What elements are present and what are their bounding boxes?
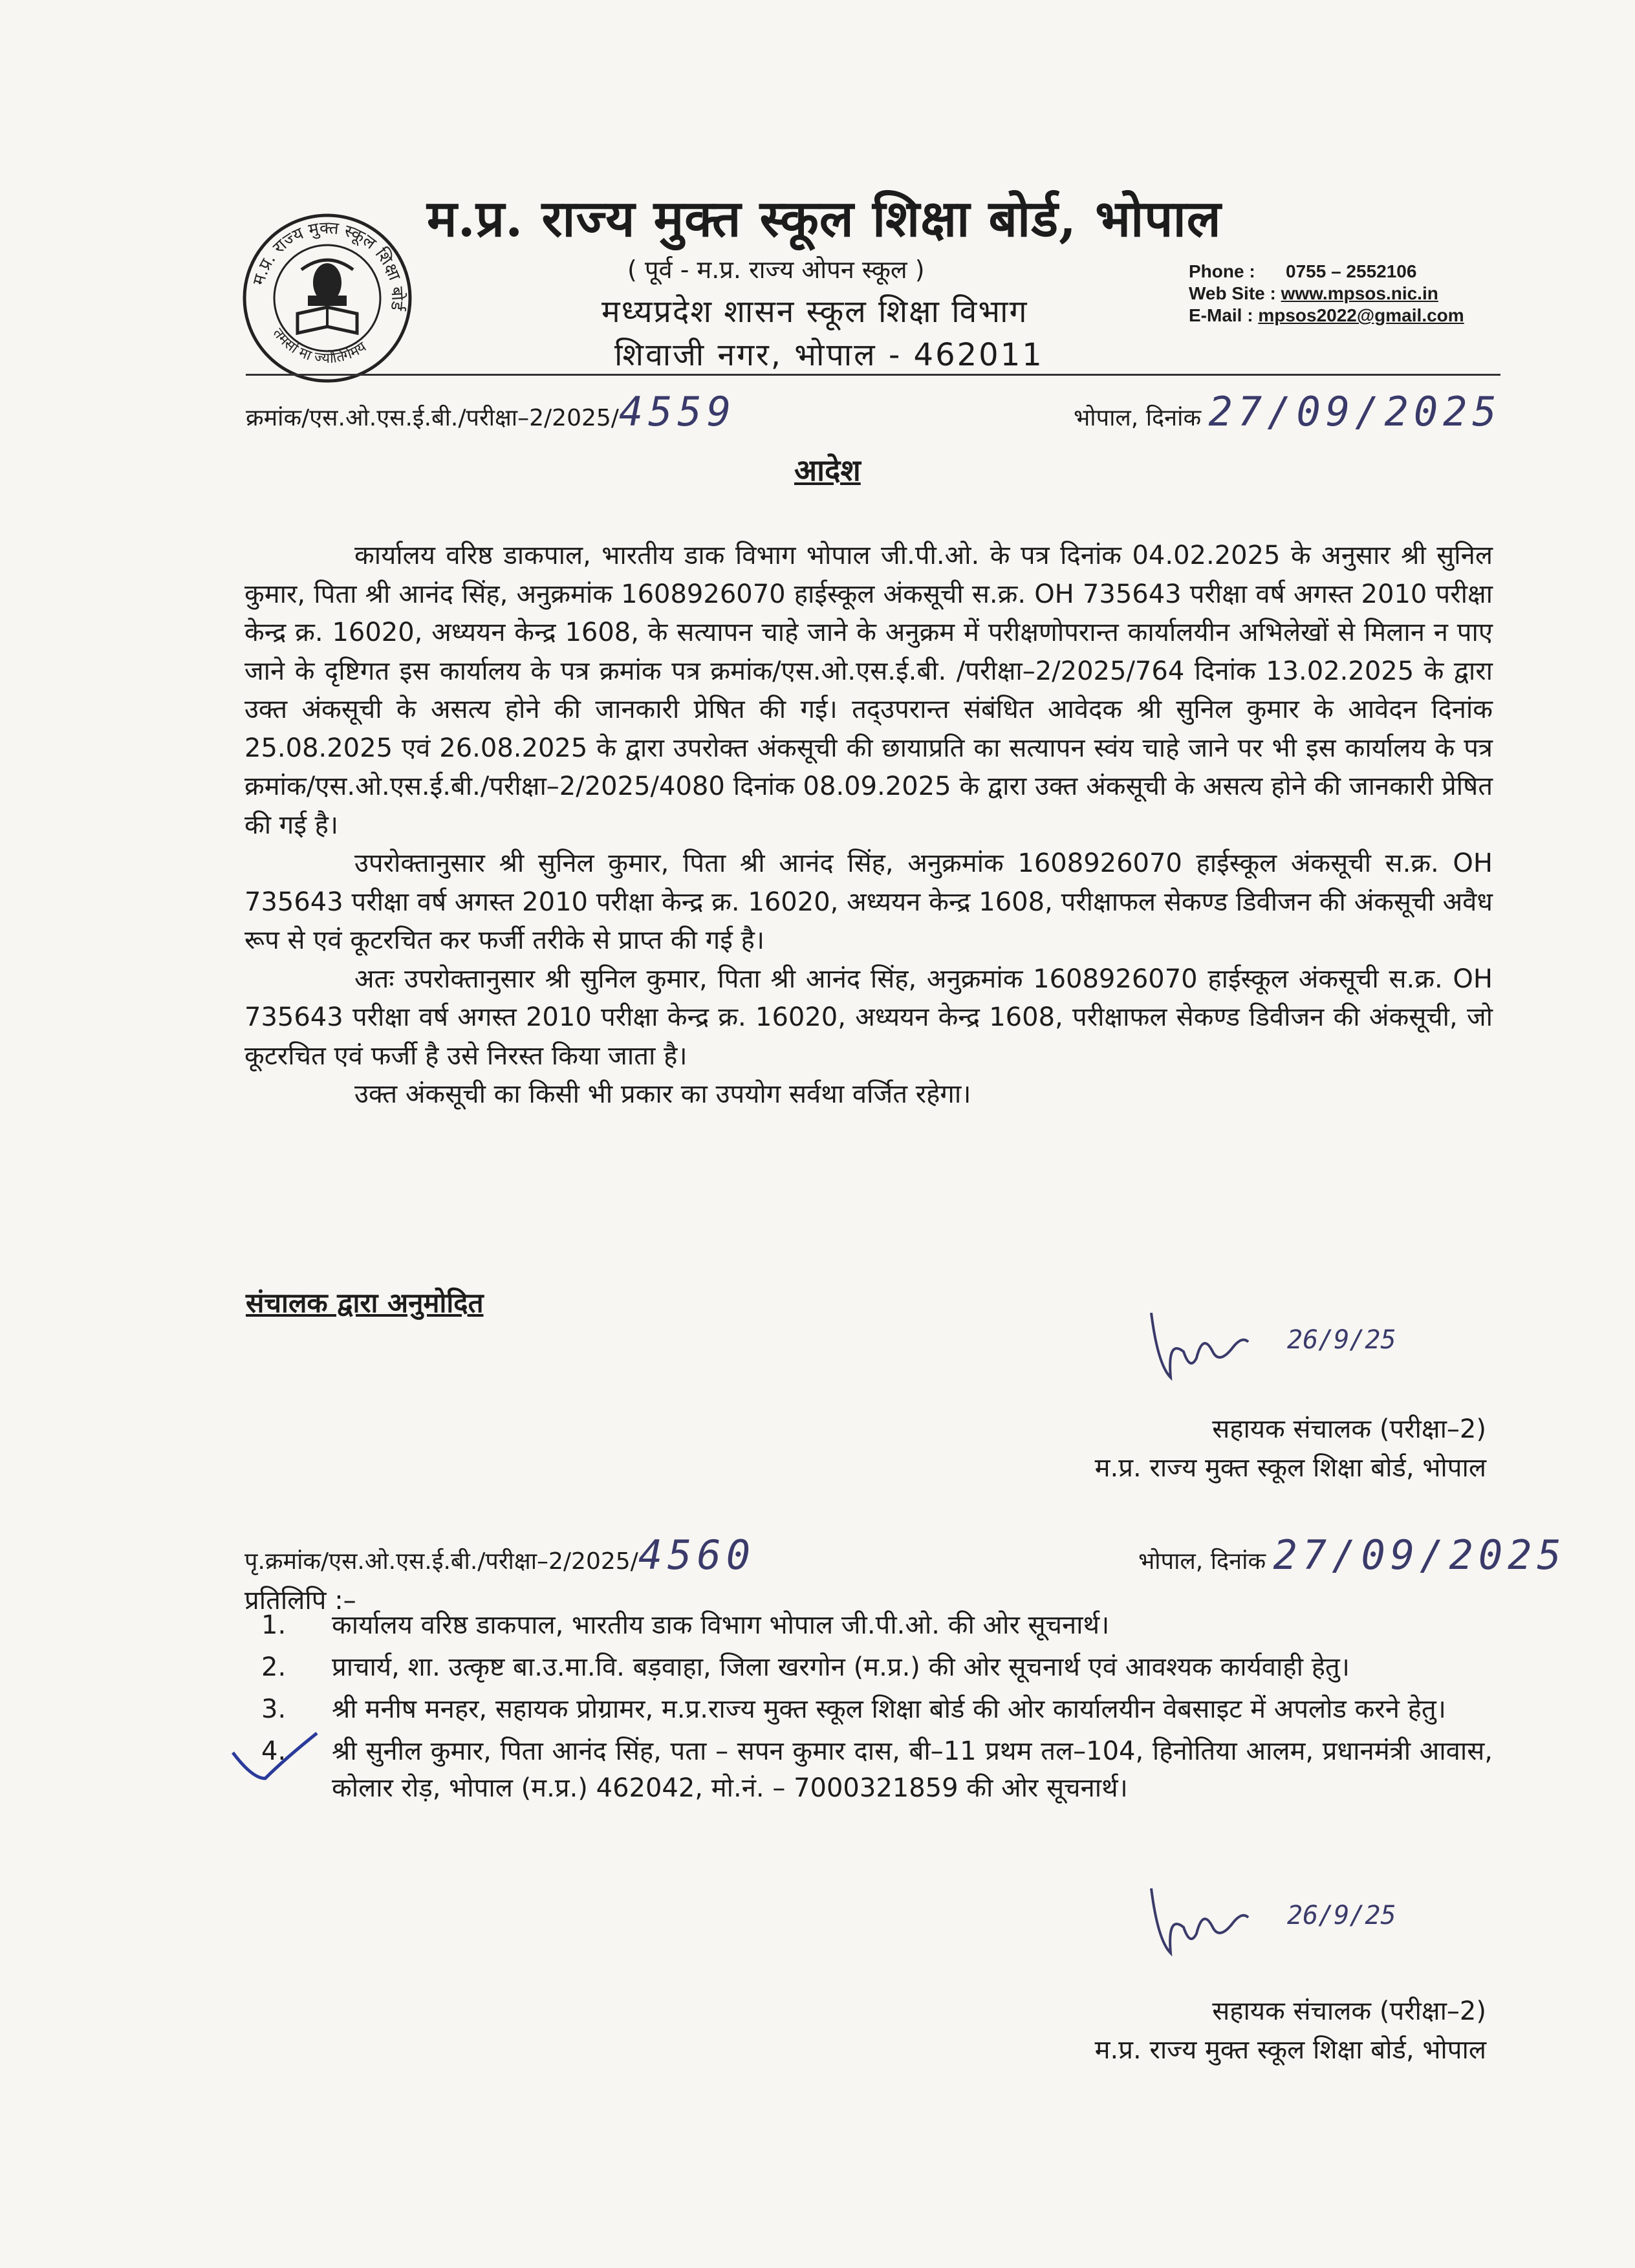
order-ref-number-handwritten: 4559 — [618, 388, 737, 435]
copy-to-list — [244, 1607, 1493, 1812]
signature-1-date: 26/9/25 — [1287, 1325, 1396, 1355]
order-signatory-title: सहायक संचालक (परीक्षा–2) — [1212, 1414, 1486, 1444]
order-signatory-org: म.प्र. राज्य मुक्त स्कूल शिक्षा बोर्ड, भोपाल — [1094, 1453, 1486, 1483]
list-item-text: श्री सुनील कुमार, पिता आनंद सिंह, पता – सपन कुमार दास, बी–11 प्रथम तल–104, हिनोतिया आलम, प्रधानमंत्री आवास, कोलार रोड़, भोपाल (म.प्र.) 462042, मो.नं. – 7000321859 की ओर सूचनार्थ। — [332, 1736, 1493, 1803]
copy-to-label: प्रतिलिपि :– — [244, 1586, 356, 1615]
signature-1-icon — [1138, 1300, 1410, 1397]
website-link[interactable]: www.mpsos.nic.in — [1281, 283, 1438, 303]
order-date-label: भोपाल, दिनांक — [1074, 405, 1202, 431]
checkmark-icon — [226, 1727, 330, 1785]
order-reference — [246, 388, 736, 435]
logo-ring-text: म.प्र. राज्य मुक्त स्कूल शिक्षा बोर्ड — [249, 218, 407, 312]
approval-note: संचालक द्वारा अनुमोदित — [246, 1287, 484, 1319]
order-paragraph-2: उपरोक्तानुसार श्री सुनिल कुमार, पिता श्री आनंद सिंह, अनुक्रमांक 1608926070 हाईस्कूल अंकसूची स.क्र. OH 735643 परीक्षा वर्ष अगस्त 2010 परीक्षा केन्द्र क्र. 16020, अध्ययन केन्द्र 1608, परीक्षाफल सेकण्ड डिवीजन की अंकसूची अवैध रूप से एवं कूटरचित कर फर्जी तरीके से प्राप्त की गई है। — [244, 848, 1493, 955]
board-title: म.प्र. राज्य मुक्त स्कूल शिक्षा बोर्ड, भोपाल — [427, 189, 1222, 248]
logo-motto-text: तमसो मा ज्योतिर्गमय — [269, 325, 370, 367]
email-label: E-Mail : — [1189, 305, 1253, 325]
signature-2-icon — [1138, 1875, 1410, 1972]
phone-row — [1189, 261, 1464, 283]
order-paragraph-3: अतः उपरोक्तानुसार श्री सुनिल कुमार, पिता श्री आनंद सिंह, अनुक्रमांक 1608926070 हाईस्कूल अंकसूची स.क्र. OH 735643 परीक्षा वर्ष अगस्त 2010 परीक्षा केन्द्र क्र. 16020, अध्ययन केन्द्र 1608, परीक्षाफल सेकण्ड डिवीजन की अंकसूची, जो कूटरचित एवं फर्जी है उसे निरस्त किया जाता है। — [244, 964, 1493, 1071]
former-name: ( पूर्व - म.प्र. राज्य ओपन स्कूल ) — [627, 255, 925, 284]
phone-number: 0755 – 2552106 — [1286, 261, 1417, 281]
endorsement-reference — [244, 1531, 755, 1579]
list-item — [244, 1691, 1493, 1728]
letterhead-divider — [246, 374, 1500, 376]
list-item-number: 4. — [261, 1736, 287, 1766]
list-item-text: प्राचार्य, शा. उत्कृष्ट बा.उ.मा.वि. बड़वाहा, जिला खरगोन (म.प्र.) की ओर सूचनार्थ एवं आवश्यक कार्यवाही हेतु। — [332, 1652, 1350, 1682]
lamp-book-emblem — [298, 260, 357, 333]
order-heading: आदेश — [794, 453, 861, 488]
order-body — [244, 537, 1493, 1114]
email-link[interactable]: mpsos2022@gmail.com — [1258, 305, 1464, 325]
board-logo-seal — [239, 210, 415, 386]
list-item — [244, 1733, 1493, 1807]
order-paragraph-1: कार्यालय वरिष्ठ डाकपाल, भारतीय डाक विभाग भोपाल जी.पी.ओ. के पत्र दिनांक 04.02.2025 के अनुसार श्री सुनिल कुमार, पिता श्री आनंद सिंह, अनुक्रमांक 1608926070 हाईस्कूल अंकसूची स.क्र. OH 735643 परीक्षा वर्ष अगस्त 2010 परीक्षा केन्द्र क्र. 16020, अध्ययन केन्द्र 1608, के सत्यापन चाहे जाने के अनुक्रम में परीक्षणोपरान्त कार्यालयीन अभिलेखों से मिलान न पाए जाने के दृष्टिगत इस कार्यालय के पत्र क्रमांक पत्र क्रमांक/एस.ओ.एस.ई.बी. /परीक्षा–2/2025/764 दिनांक 13.02.2025 के द्वारा उक्त अंकसूची के असत्य होने की जानकारी प्रेषित की गई। तद्उपरान्त संबंधित आवेदक श्री सुनिल कुमार के आवेदन दिनांक 25.08.2025 एवं 26.08.2025 के द्वारा उपरोक्त अंकसूची की छायाप्रति का सत्यापन स्वंय चाहे जाने पर भी इस कार्यालय के पत्र क्रमांक/एस.ओ.एस.ई.बी./परीक्षा–2/2025/4080 दिनांक 08.09.2025 के द्वारा उक्त अंकसूची के असत्य होने की जानकारी प्रेषित की गई है। — [244, 541, 1493, 840]
list-item-number: 2. — [261, 1652, 287, 1682]
list-item-text: कार्यालय वरिष्ठ डाकपाल, भारतीय डाक विभाग भोपाल जी.पी.ओ. की ओर सूचनार्थ। — [332, 1610, 1110, 1640]
department-name: मध्यप्रदेश शासन स्कूल शिक्षा विभाग — [601, 294, 1028, 330]
website-row — [1189, 283, 1464, 305]
contact-block — [1189, 261, 1464, 327]
order-signatory — [1095, 1410, 1486, 1487]
phone-label: Phone : — [1189, 261, 1255, 281]
endorsement-date — [1138, 1531, 1566, 1579]
order-ref-prefix: क्रमांक/एस.ओ.एस.ई.बी./परीक्षा–2/2025/ — [246, 405, 619, 431]
board-address: शिवाजी नगर, भोपाल - 462011 — [614, 337, 1044, 373]
list-item-number: 3. — [261, 1694, 287, 1724]
website-label: Web Site : — [1189, 283, 1276, 303]
endorsement-signatory-org: म.प्र. राज्य मुक्त स्कूल शिक्षा बोर्ड, भोपाल — [1094, 2035, 1486, 2065]
order-date-handwritten: 27/09/2025 — [1208, 388, 1502, 435]
endorsement-date-label: भोपाल, दिनांक — [1138, 1548, 1266, 1575]
list-item — [244, 1607, 1493, 1644]
order-date — [1074, 388, 1502, 435]
list-item-text: श्री मनीष मनहर, सहायक प्रोग्रामर, म.प्र.राज्य मुक्त स्कूल शिक्षा बोर्ड की ओर कार्यालयीन वेबसाइट में अपलोड करने हेतु। — [332, 1694, 1446, 1724]
endorsement-ref-prefix: पृ.क्रमांक/एस.ओ.एस.ई.बी./परीक्षा–2/2025/ — [244, 1548, 638, 1575]
endorsement-signatory-title: सहायक संचालक (परीक्षा–2) — [1212, 1996, 1486, 2026]
list-item — [244, 1649, 1493, 1686]
signature-2-date: 26/9/25 — [1287, 1901, 1396, 1930]
endorsement-date-handwritten: 27/09/2025 — [1273, 1531, 1566, 1579]
list-item-number: 1. — [261, 1610, 287, 1640]
endorsement-ref-number-handwritten: 4560 — [638, 1531, 756, 1579]
email-row — [1189, 305, 1464, 327]
order-paragraph-4: उक्त अंकसूची का किसी भी प्रकार का उपयोग सर्वथा वर्जित रहेगा। — [354, 1079, 971, 1109]
endorsement-signatory — [1095, 1992, 1486, 2069]
